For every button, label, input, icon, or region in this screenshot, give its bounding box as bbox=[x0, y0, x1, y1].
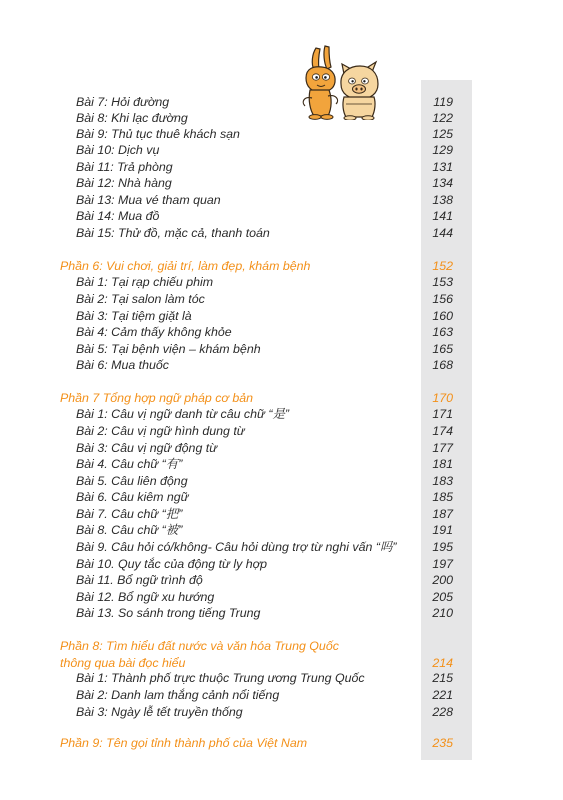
toc-lesson-entry[interactable] bbox=[0, 142, 563, 158]
toc-lesson-entry[interactable] bbox=[0, 506, 563, 522]
toc-lesson-entry[interactable] bbox=[0, 192, 563, 208]
toc-entry-title: Bài 11. Bổ ngữ trình độ bbox=[76, 573, 203, 587]
toc-entry-title: Bài 14: Mua đồ bbox=[76, 209, 160, 223]
toc-entry-title: Bài 10: Dịch vụ bbox=[76, 143, 160, 157]
toc-entry-page-number: 165 bbox=[432, 342, 453, 356]
toc-entry-title: Bài 6. Câu kiêm ngữ bbox=[76, 490, 189, 504]
toc-entry-page-number: 134 bbox=[432, 176, 453, 190]
toc-entry-title: Bài 1: Câu vị ngữ danh từ câu chữ “是” bbox=[76, 407, 289, 421]
toc-lesson-entry[interactable] bbox=[0, 687, 563, 703]
toc-lesson-entry[interactable] bbox=[0, 274, 563, 290]
toc-entry-title: Bài 10. Quy tắc của động từ ly hợp bbox=[76, 557, 267, 571]
toc-entry-title: Bài 3: Ngày lễ tết truyền thống bbox=[76, 705, 243, 719]
toc-entry-page-number: 122 bbox=[432, 111, 453, 125]
toc-entry-page-number: 163 bbox=[432, 325, 453, 339]
toc-entry-page-number: 168 bbox=[432, 358, 453, 372]
toc-lesson-entry[interactable] bbox=[0, 589, 563, 605]
toc-entry-title: Bài 1: Thành phố trực thuộc Trung ương Trung Quốc bbox=[76, 671, 365, 685]
toc-entry-page-number: 144 bbox=[432, 226, 453, 240]
toc-lesson-entry[interactable] bbox=[0, 556, 563, 572]
toc-entry-page-number: 119 bbox=[433, 95, 453, 109]
toc-entry-page-number: 185 bbox=[432, 490, 453, 504]
toc-lesson-entry[interactable] bbox=[0, 423, 563, 439]
toc-lesson-entry[interactable] bbox=[0, 605, 563, 621]
toc-entry-page-number: 171 bbox=[432, 407, 453, 421]
toc-entry-title: Bài 3: Tại tiệm giặt là bbox=[76, 309, 192, 323]
toc-entry-title: Bài 2: Tại salon làm tóc bbox=[76, 292, 205, 306]
toc-entry-page-number: 214 bbox=[432, 656, 453, 670]
toc-lesson-entry[interactable] bbox=[0, 341, 563, 357]
toc-lesson-entry[interactable] bbox=[0, 522, 563, 538]
toc-entry-title: Bài 2: Danh lam thắng cảnh nổi tiếng bbox=[76, 688, 280, 702]
toc-entry-title: Phần 8: Tìm hiểu đất nước và văn hóa Trung Quốc bbox=[60, 639, 339, 653]
toc-entry-title: Bài 2: Câu vị ngữ hình dung từ bbox=[76, 424, 245, 438]
toc-lesson-entry[interactable] bbox=[0, 308, 563, 324]
toc-lesson-entry[interactable] bbox=[0, 456, 563, 472]
toc-entry-title: Bài 7: Hỏi đường bbox=[76, 95, 170, 109]
toc-entry-title: Bài 6: Mua thuốc bbox=[76, 358, 169, 372]
toc-entry-page-number: 200 bbox=[432, 573, 453, 587]
toc-lesson-entry[interactable] bbox=[0, 159, 563, 175]
toc-entry-title: Bài 11: Trả phòng bbox=[76, 160, 173, 174]
toc-entry-page-number: 183 bbox=[432, 474, 453, 488]
toc-part-heading[interactable] bbox=[0, 390, 563, 406]
toc-entry-title: Bài 8: Khi lạc đường bbox=[76, 111, 188, 125]
toc-entry-page-number: 141 bbox=[432, 209, 453, 223]
toc-part-heading[interactable] bbox=[0, 258, 563, 274]
toc-entry-title: Phần 6: Vui chơi, giải trí, làm đẹp, khám bệnh bbox=[60, 259, 311, 273]
toc-entry-page-number: 187 bbox=[432, 507, 453, 521]
toc-entry-page-number: 160 bbox=[432, 309, 453, 323]
toc-lesson-entry[interactable] bbox=[0, 324, 563, 340]
toc-lesson-entry[interactable] bbox=[0, 704, 563, 720]
toc-entry-title: Bài 12: Nhà hàng bbox=[76, 176, 172, 190]
toc-entry-title: Bài 3: Câu vị ngữ động từ bbox=[76, 441, 218, 455]
toc-entry-page-number: 138 bbox=[432, 193, 453, 207]
toc-lesson-entry[interactable] bbox=[0, 489, 563, 505]
toc-entry-page-number: 170 bbox=[432, 391, 453, 405]
toc-lesson-entry[interactable] bbox=[0, 440, 563, 456]
toc-entry-title: Bài 13. So sánh trong tiếng Trung bbox=[76, 606, 261, 620]
toc-entry-title: Bài 4: Cảm thấy không khỏe bbox=[76, 325, 232, 339]
toc-entry-page-number: 125 bbox=[432, 127, 453, 141]
toc-lesson-entry[interactable] bbox=[0, 225, 563, 241]
toc-entry-page-number: 153 bbox=[432, 275, 453, 289]
toc-lesson-entry[interactable] bbox=[0, 208, 563, 224]
toc-entry-title: Bài 8. Câu chữ “被” bbox=[76, 523, 183, 537]
toc-part-heading[interactable] bbox=[0, 655, 563, 671]
toc-part-heading[interactable] bbox=[0, 638, 563, 654]
toc-part-heading[interactable] bbox=[0, 735, 563, 751]
toc-entry-page-number: 131 bbox=[432, 160, 453, 174]
toc-lesson-entry[interactable] bbox=[0, 94, 563, 110]
toc-entry-title: Bài 5. Câu liên động bbox=[76, 474, 188, 488]
toc-entry-title: Bài 4. Câu chữ “有” bbox=[76, 457, 183, 471]
toc-entry-title: Bài 1: Tại rạp chiếu phim bbox=[76, 275, 214, 289]
toc-entry-page-number: 197 bbox=[432, 557, 453, 571]
toc-lesson-entry[interactable] bbox=[0, 126, 563, 142]
toc-lesson-entry[interactable] bbox=[0, 539, 563, 555]
toc-entry-page-number: 215 bbox=[432, 671, 453, 685]
toc-lesson-entry[interactable] bbox=[0, 291, 563, 307]
toc-entry-title: Phần 9: Tên gọi tỉnh thành phố của Việt Nam bbox=[60, 736, 308, 750]
toc-entry-title: Bài 13: Mua vé tham quan bbox=[76, 193, 221, 207]
toc-entry-page-number: 205 bbox=[432, 590, 453, 604]
toc-lesson-entry[interactable] bbox=[0, 572, 563, 588]
toc-lesson-entry[interactable] bbox=[0, 473, 563, 489]
toc-entry-title: thông qua bài đọc hiểu bbox=[60, 656, 186, 670]
toc-entry-page-number: 152 bbox=[432, 259, 453, 273]
toc-lesson-entry[interactable] bbox=[0, 406, 563, 422]
toc-lesson-entry[interactable] bbox=[0, 670, 563, 686]
toc-entry-page-number: 129 bbox=[432, 143, 453, 157]
toc-entry-page-number: 195 bbox=[432, 540, 453, 554]
toc-entry-title: Bài 9: Thủ tục thuê khách sạn bbox=[76, 127, 240, 141]
toc-entry-title: Bài 5: Tại bệnh viện – khám bệnh bbox=[76, 342, 261, 356]
toc-lesson-entry[interactable] bbox=[0, 175, 563, 191]
toc-entry-page-number: 174 bbox=[432, 424, 453, 438]
toc-entry-page-number: 191 bbox=[432, 523, 453, 537]
toc-entry-title: Bài 9. Câu hỏi có/không- Câu hỏi dùng trợ từ nghi vấn “吗” bbox=[76, 540, 397, 554]
toc-entry-title: Bài 12. Bổ ngữ xu hướng bbox=[76, 590, 215, 604]
toc-entry-page-number: 156 bbox=[432, 292, 453, 306]
toc-entry-page-number: 177 bbox=[432, 441, 453, 455]
toc-lesson-entry[interactable] bbox=[0, 110, 563, 126]
toc-entry-title: Bài 15: Thử đồ, mặc cả, thanh toán bbox=[76, 226, 270, 240]
toc-entry-page-number: 235 bbox=[432, 736, 453, 750]
toc-entry-page-number: 228 bbox=[432, 705, 453, 719]
toc-lesson-entry[interactable] bbox=[0, 357, 563, 373]
toc-entry-title: Phần 7 Tổng hợp ngữ pháp cơ bản bbox=[60, 391, 253, 405]
toc-entry-page-number: 210 bbox=[432, 606, 453, 620]
toc-entry-page-number: 221 bbox=[432, 688, 453, 702]
toc-entry-title: Bài 7. Câu chữ “把” bbox=[76, 507, 183, 521]
toc-entry-page-number: 181 bbox=[432, 457, 453, 471]
